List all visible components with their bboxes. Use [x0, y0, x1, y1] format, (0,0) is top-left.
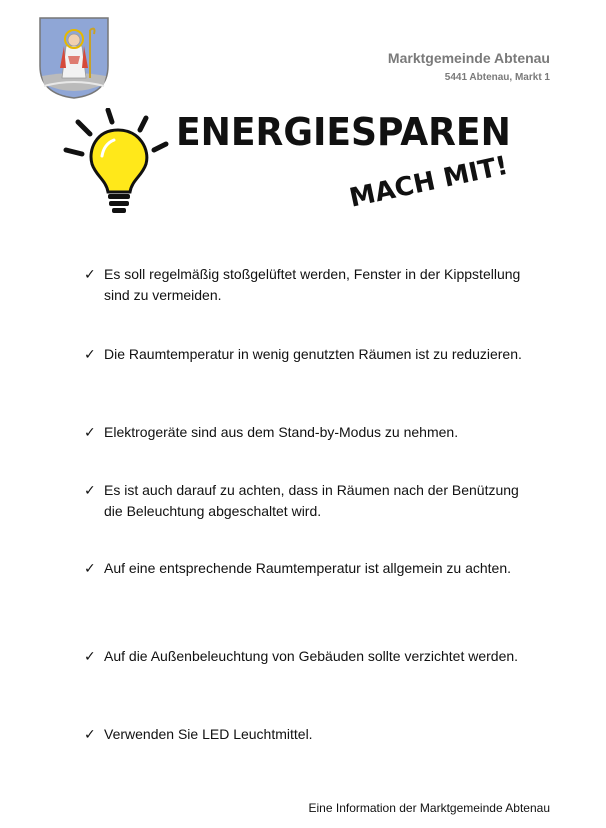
list-item	[84, 264, 524, 306]
list-item-text: Auf eine entsprechende Raumtemperatur ist allgemein zu achten.	[104, 560, 512, 576]
check-icon: ✓	[84, 560, 96, 576]
list-item	[84, 422, 524, 443]
page-title: ENERGIESPAREN	[176, 110, 511, 154]
check-icon: ✓	[84, 266, 96, 282]
check-icon: ✓	[84, 482, 96, 498]
check-icon: ✓	[84, 726, 96, 742]
check-icon: ✓	[84, 648, 96, 664]
list-item	[84, 646, 524, 667]
check-icon: ✓	[84, 424, 96, 440]
footer-text: Eine Information der Marktgemeinde Abtenau	[308, 801, 550, 815]
coat-of-arms-logo	[38, 16, 110, 100]
list-item	[84, 724, 524, 745]
list-item	[84, 344, 524, 365]
organization-name: Marktgemeinde Abtenau	[387, 50, 550, 66]
list-item-text: Es ist auch darauf zu achten, dass in Räumen nach der Benützung die Beleuchtung abgeschaltet wird.	[104, 482, 519, 519]
list-item	[84, 558, 524, 579]
list-item-text: Es soll regelmäßig stoßgelüftet werden, Fenster in der Kippstellung sind zu vermeiden.	[104, 266, 521, 303]
check-icon: ✓	[84, 346, 96, 362]
list-item-text: Elektrogeräte sind aus dem Stand-by-Modus zu nehmen.	[104, 424, 459, 440]
organization-address: 5441 Abtenau, Markt 1	[444, 72, 550, 83]
list-item-text: Verwenden Sie LED Leuchtmittel.	[104, 726, 313, 742]
list-item-text: Die Raumtemperatur in wenig genutzten Räumen ist zu reduzieren.	[104, 346, 522, 362]
list-item-text: Auf die Außenbeleuchtung von Gebäuden sollte verzichtet werden.	[104, 648, 519, 664]
lightbulb-icon	[62, 108, 174, 216]
page-subtitle: MACH MIT!	[346, 150, 511, 214]
list-item	[84, 480, 524, 522]
